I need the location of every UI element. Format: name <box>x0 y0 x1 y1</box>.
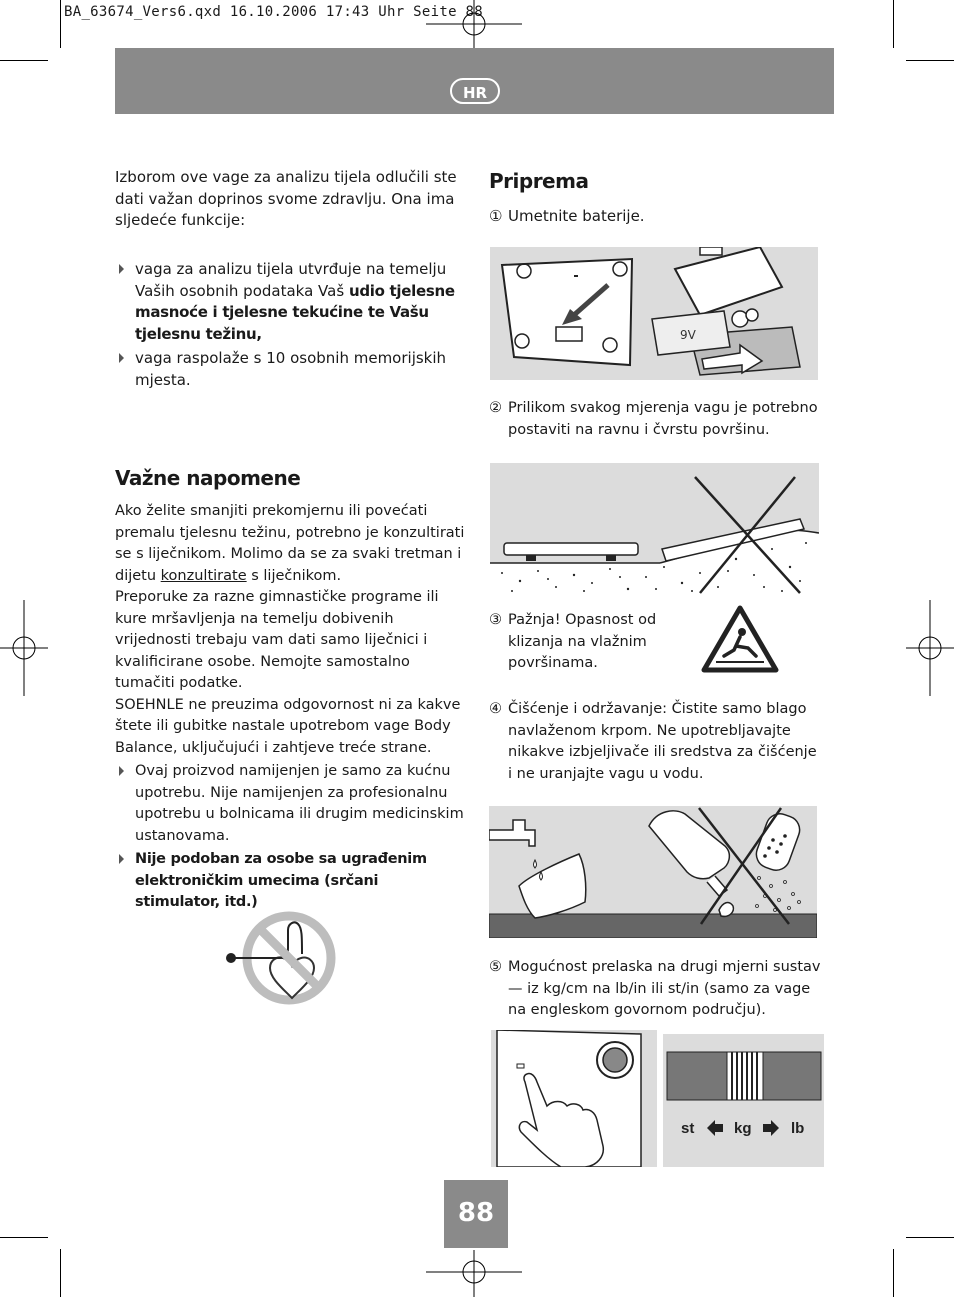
text-span: s liječnikom. <box>246 567 342 584</box>
list-item <box>115 348 465 391</box>
prep-step-4 <box>489 699 824 785</box>
list-item-bold-text: Nije podoban za osobe sa ugrađenim elektroničkim umecima (srčani stimulator, itd.) <box>135 851 427 910</box>
arrow-right-icon <box>763 1120 779 1136</box>
battery-illustration <box>490 247 818 380</box>
crop-mark <box>906 60 954 61</box>
notes-paragraph <box>115 501 465 587</box>
prep-step-3 <box>489 610 704 675</box>
unit-label-lb: lb <box>791 1120 805 1137</box>
crop-mark <box>893 0 894 48</box>
section-heading-prep: Priprema <box>489 169 589 193</box>
list-item-text: vaga raspolaže s 10 osobnih memorijskih mjesta. <box>135 349 447 389</box>
crop-mark <box>0 60 48 61</box>
step-number: ③ <box>489 612 502 628</box>
list-item-text: Ovaj proizvod namijenjen je samo za kućnu upotrebu. Nije namijenjen za profesionalnu upotrebu u bolnicama ili drugim medicinskim ustanovama. <box>135 763 464 844</box>
print-slug: BA_63674_Vers6.qxd 16.10.2006 17:43 Uhr Seite 88 <box>64 4 483 20</box>
list-item <box>115 259 465 345</box>
registration-mark-left <box>0 600 48 696</box>
cleaning-illustration <box>489 806 817 938</box>
step-text: Prilikom svakog mjerenja vagu je potrebno postaviti na ravnu i čvrstu površinu. <box>508 400 818 438</box>
intro-paragraph: Izborom ove vage za analizu tijela odlučili ste dati važan doprinos svome zdravlju. Ona ima sljedeće funkcije: <box>115 168 457 229</box>
no-pacemaker-icon <box>222 910 338 1006</box>
intro-bullet-list <box>115 259 465 391</box>
list-item <box>115 849 465 914</box>
registration-mark-top <box>426 0 522 50</box>
list-item <box>115 761 465 847</box>
battery-label: 9V <box>680 328 696 342</box>
bullet-arrow-icon <box>119 766 124 776</box>
notes-body <box>115 501 465 914</box>
bullet-arrow-icon <box>119 854 124 864</box>
flat-surface-illustration <box>490 463 819 596</box>
step-text: Pažnja! Opasnost od klizanja na vlažnim površinama. <box>508 612 657 671</box>
text-span-underlined: konzultirate <box>160 567 247 584</box>
crop-mark <box>893 1249 894 1297</box>
registration-mark-right <box>906 600 954 696</box>
list-item-text: vaga za analizu tijela utvrđuje na temelju Vaših osobnih podataka Vaš <box>135 260 447 300</box>
prep-step-5 <box>489 957 824 1022</box>
prep-step-1 <box>489 206 819 228</box>
unit-label-st: st <box>681 1120 695 1137</box>
crop-mark <box>60 0 61 48</box>
list-item-bold-text: udio tjelesne masnoće i tjelesne tekućine te Vašu tjelesnu težinu, <box>135 281 455 343</box>
registration-mark-bottom <box>426 1250 522 1297</box>
crop-mark <box>906 1237 954 1238</box>
notes-paragraph: Preporuke za razne gimnastičke programe ili kure mršavljenja na temelju dobivenih vrijednosti trebaju vam dati samo liječnici i kvalificirane osobe. Nemojte samostalno tumačiti podatke. <box>115 589 439 691</box>
section-heading-notes: Važne napomene <box>115 466 301 490</box>
prep-step-2 <box>489 398 819 441</box>
text-span: Ako želite smanjiti prekomjernu ili povećati premalu tjelesnu težinu, potrebno je konzultirati se s liječnikom. Molimo da se za svaki tretman i dijetu <box>115 503 465 584</box>
language-badge: HR <box>450 78 500 104</box>
page-number: 88 <box>444 1180 508 1248</box>
step-number: ② <box>489 400 502 416</box>
bullet-arrow-icon <box>119 264 124 274</box>
step-number: ① <box>489 207 503 225</box>
unit-switch-illustration <box>491 1030 657 1167</box>
notes-paragraph: SOEHNLE ne preuzima odgovornost ni za kakve štete ili gubitke nastale upotrebom vage Body Balance, uključujući i zahtjeve treće strane. <box>115 696 461 756</box>
arrow-left-icon <box>707 1120 723 1136</box>
unit-label-kg: kg <box>734 1120 752 1137</box>
crop-mark <box>60 1249 61 1297</box>
step-number: ④ <box>489 701 502 717</box>
step-text: Mogućnost prelaska na drugi mjerni sustav — iz kg/cm na lb/in ili st/in (samo za vage na engleskom govornom području). <box>508 959 821 1018</box>
crop-mark <box>0 1237 48 1238</box>
bullet-arrow-icon <box>119 353 124 363</box>
step-text: Umetnite baterije. <box>508 207 645 225</box>
unit-display-illustration <box>663 1034 824 1167</box>
slippery-warning-icon <box>700 604 780 674</box>
step-text: Čišćenje i održavanje: Čistite samo blago navlaženom krpom. Ne upotrebljavajte nikakve izbjeljivače ili sredstva za čišćenje i ne uranjajte vagu u vodu. <box>508 701 817 782</box>
step-number: ⑤ <box>489 959 502 975</box>
